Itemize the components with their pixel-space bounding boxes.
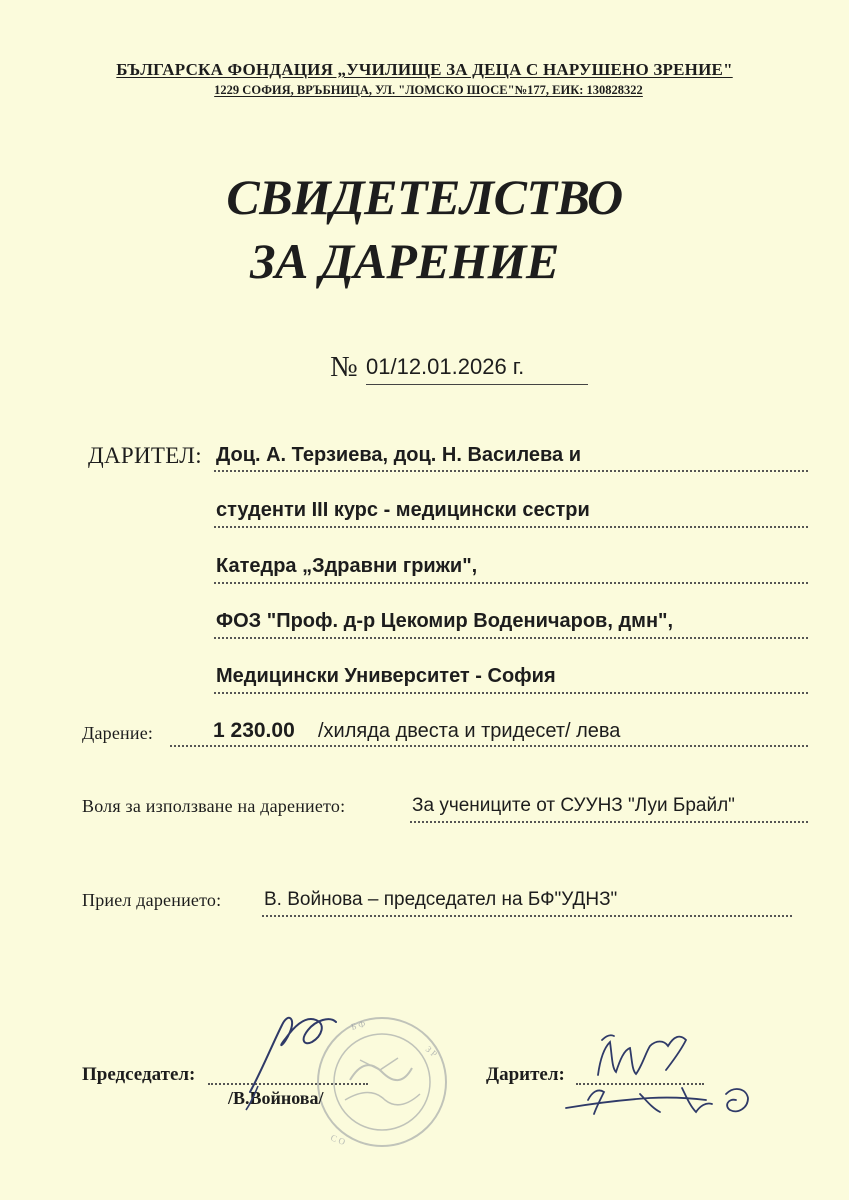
certificate-number: 01/12.01.2026 г. xyxy=(366,354,588,385)
donor-label: ДАРИТЕЛ: xyxy=(88,443,202,468)
received-label: Приел дарението: xyxy=(82,890,222,910)
donor-signature-label: Дарител: xyxy=(486,1064,565,1085)
donation-amount: 1 230.00 xyxy=(213,719,295,742)
svg-text:Б Ф: Б Ф xyxy=(349,1018,367,1032)
donation-label: Дарение: xyxy=(82,723,154,743)
svg-text:З Р: З Р xyxy=(423,1043,440,1060)
svg-text:С О: С О xyxy=(329,1132,347,1147)
purpose-label: Воля за използване на дарението: xyxy=(82,796,346,816)
organization-address: 1229 СОФИЯ, ВРЪБНИЦА, УЛ. "ЛОМСКО ШОСЕ"№177, ЕИК: 130828322 xyxy=(214,83,643,97)
received-value: В. Войнова – председател на БФ"УДНЗ" xyxy=(264,889,618,910)
donation-amount-words: /хиляда двеста и тридесет/ лева xyxy=(318,720,621,742)
purpose-value: За учениците от СУУНЗ "Луи Брайл" xyxy=(412,795,735,816)
document-title-line1: СВИДЕТЕЛСТВО xyxy=(226,169,623,225)
organization-name: БЪЛГАРСКА ФОНДАЦИЯ „УЧИЛИЩЕ ЗА ДЕЦА С НАРУШЕНО ЗРЕНИЕ" xyxy=(116,60,733,79)
donor-line-4: ФОЗ "Проф. д-р Цекомир Воденичаров, дмн", xyxy=(216,610,674,632)
donor-line-5: Медицински Университет - София xyxy=(216,665,556,687)
donor-line-2: студенти III курс - медицински сестри xyxy=(216,499,590,521)
donor-line-1: Доц. А. Терзиева, доц. Н. Василева и xyxy=(216,444,582,466)
chairman-label: Председател: xyxy=(82,1064,196,1085)
document-title-line2: ЗА ДАРЕНИЕ xyxy=(250,233,559,289)
certificate-number-label: № xyxy=(330,351,358,383)
donor-line-3: Катедра „Здравни грижи", xyxy=(216,555,478,577)
chairman-name: /В.Войнова/ xyxy=(228,1088,324,1108)
